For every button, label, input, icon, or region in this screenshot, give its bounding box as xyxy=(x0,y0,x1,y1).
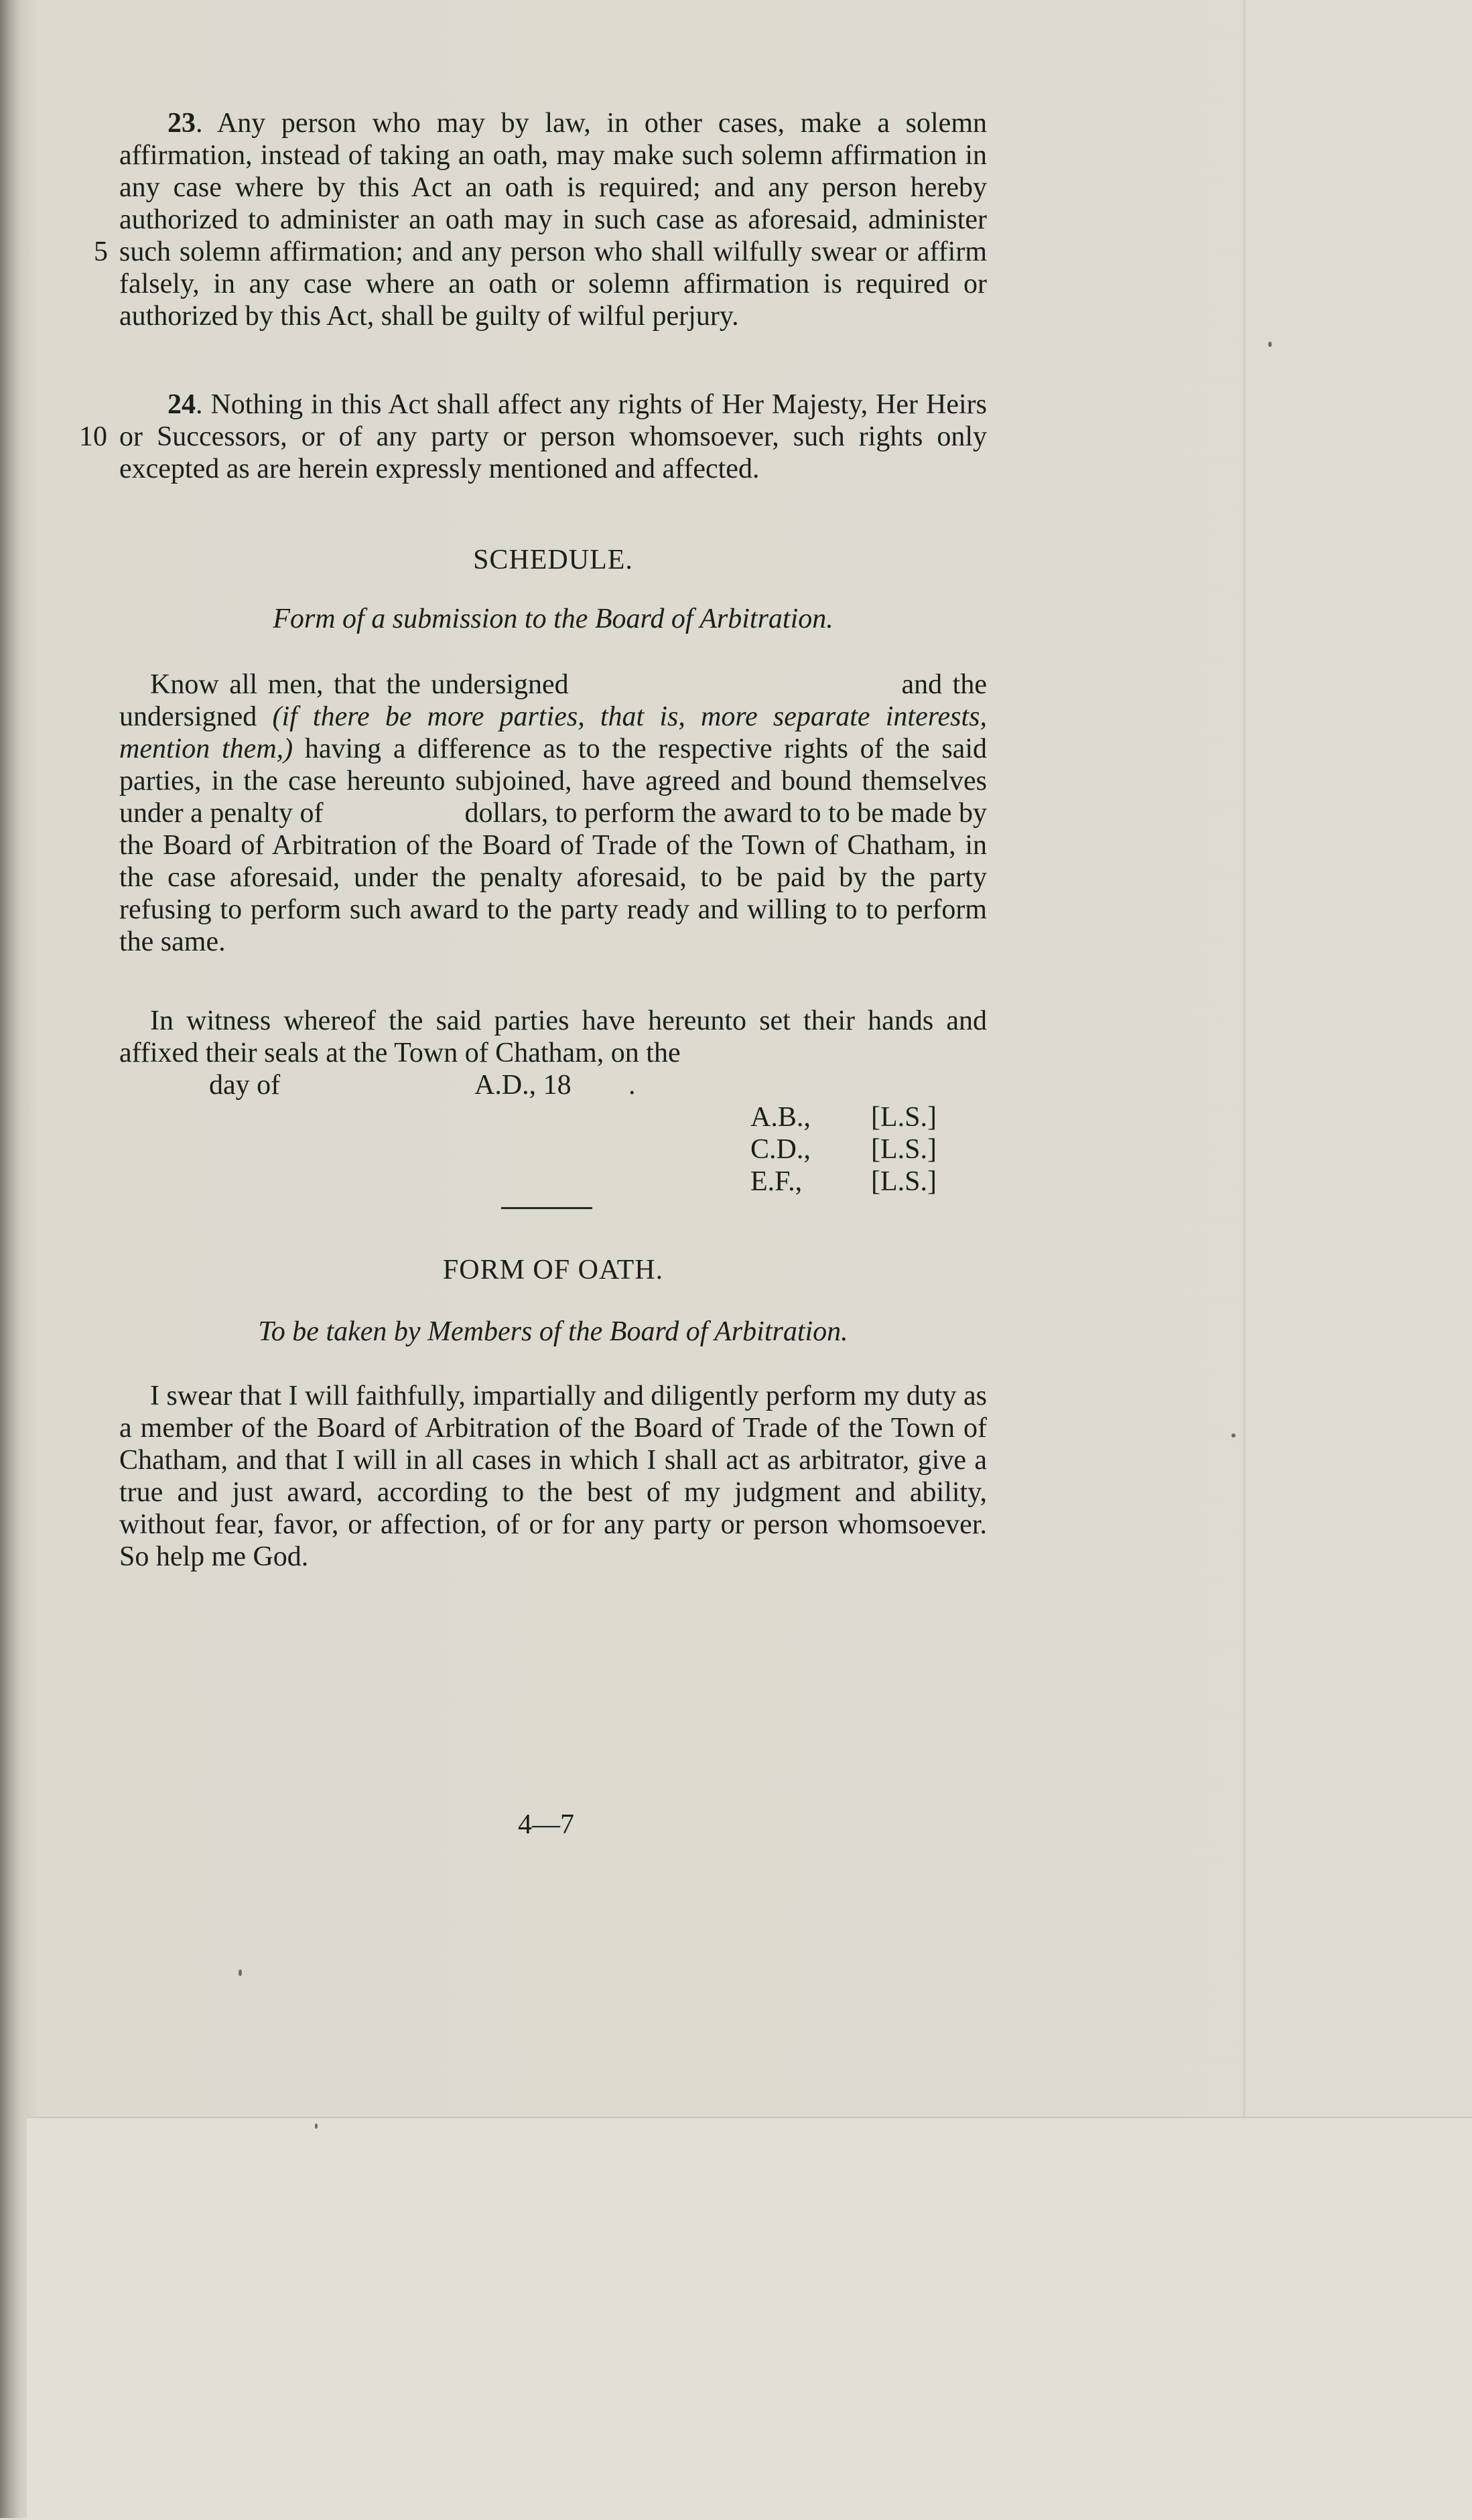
oath-paragraph xyxy=(119,1380,994,1573)
page-number: 4—7 xyxy=(518,1809,574,1840)
underlying-sheet xyxy=(27,2117,1472,2520)
oath-heading: FORM OF OATH. xyxy=(442,1255,664,1285)
signature-row xyxy=(750,1101,992,1133)
section-23-text: . Any person who may by law, in other cases, make a solemn affirmation, instead of taking an oath, may make such solemn affirmation in any case where by this Act an oath is required; and any person hereby authorized to administer an oath may in such case as aforesaid, administer such solemn affirmation; and any person who shall wilfully swear or affirm falsely, in any case where an oath or solemn affirmation is required or authorized by this Act, shall be guilty of wilful perjury. xyxy=(119,108,994,332)
schedule-heading: SCHEDULE. xyxy=(473,545,633,575)
seal-mark: [L.S.] xyxy=(871,1134,937,1165)
section-24 xyxy=(119,389,994,485)
schedule-para-italic: (if there be more parties, that is, more separate interests, mention them,) xyxy=(119,701,994,764)
section-23 xyxy=(119,107,994,332)
schedule-paragraph xyxy=(119,669,994,958)
line-number-10: 10 xyxy=(79,421,107,452)
paper-speck xyxy=(1268,342,1272,347)
section-23-number: 23 xyxy=(168,108,196,139)
line-number-5: 5 xyxy=(94,236,108,267)
witness-paragraph xyxy=(119,1005,994,1069)
seal-mark: [L.S.] xyxy=(871,1166,937,1197)
signature-row xyxy=(750,1166,992,1198)
paper-speck xyxy=(239,1969,242,1976)
section-divider xyxy=(501,1207,592,1209)
date-end: . xyxy=(628,1070,636,1101)
signature-row xyxy=(750,1133,992,1166)
date-ad-label: A.D., 18 xyxy=(474,1070,572,1101)
schedule-para-part2: having a difference as to the respective rights of the said parties, in the case hereunto subjoined, have agreed and bound themselves under a penalty of dollars, to perform the award to to be made by the Board of Arbitration of the Board of Trade of the Town of Chatham, in the case aforesaid, under the penalty aforesaid, to be paid by the party refusing to perform such award to the party ready and willing to to perform the same. xyxy=(119,733,994,957)
signature-name: A.B., xyxy=(750,1102,811,1133)
witness-text: In witness whereof the said parties have hereunto set their hands and affixed their seals at the Town of Chatham, on the xyxy=(119,1005,994,1068)
date-day-label: day of xyxy=(209,1070,281,1101)
paper-speck xyxy=(315,2123,318,2129)
page-fold xyxy=(1243,0,1246,2117)
oath-text: I swear that I will faithfully, impartially and diligently perform my duty as a member of the Board of Arbitration of the Board of Trade of the Town of Chatham, and that I will in all cases in which I shall act as arbitrator, give a true and just award, according to the best of my judgment and ability, without fear, favor, or affection, of or for any party or person whomsoever. So help me God. xyxy=(119,1381,994,1572)
seal-mark: [L.S.] xyxy=(871,1102,937,1133)
section-24-text: . Nothing in this Act shall affect any rights of Her Majesty, Her Heirs or Successors, or of any party or person whomsoever, such rights only excepted as are herein expressly mentioned and affected. xyxy=(119,389,994,484)
schedule-para-part1: Know all men, that the undersigned and the undersigned xyxy=(119,669,994,732)
section-24-number: 24 xyxy=(168,389,196,420)
paper-speck xyxy=(1231,1433,1235,1438)
signature-name: E.F., xyxy=(750,1166,803,1197)
signature-name: C.D., xyxy=(750,1134,811,1165)
schedule-subheading: Form of a submission to the Board of Arbitration. xyxy=(273,604,833,634)
oath-subheading: To be taken by Members of the Board of Arbitration. xyxy=(258,1316,848,1347)
